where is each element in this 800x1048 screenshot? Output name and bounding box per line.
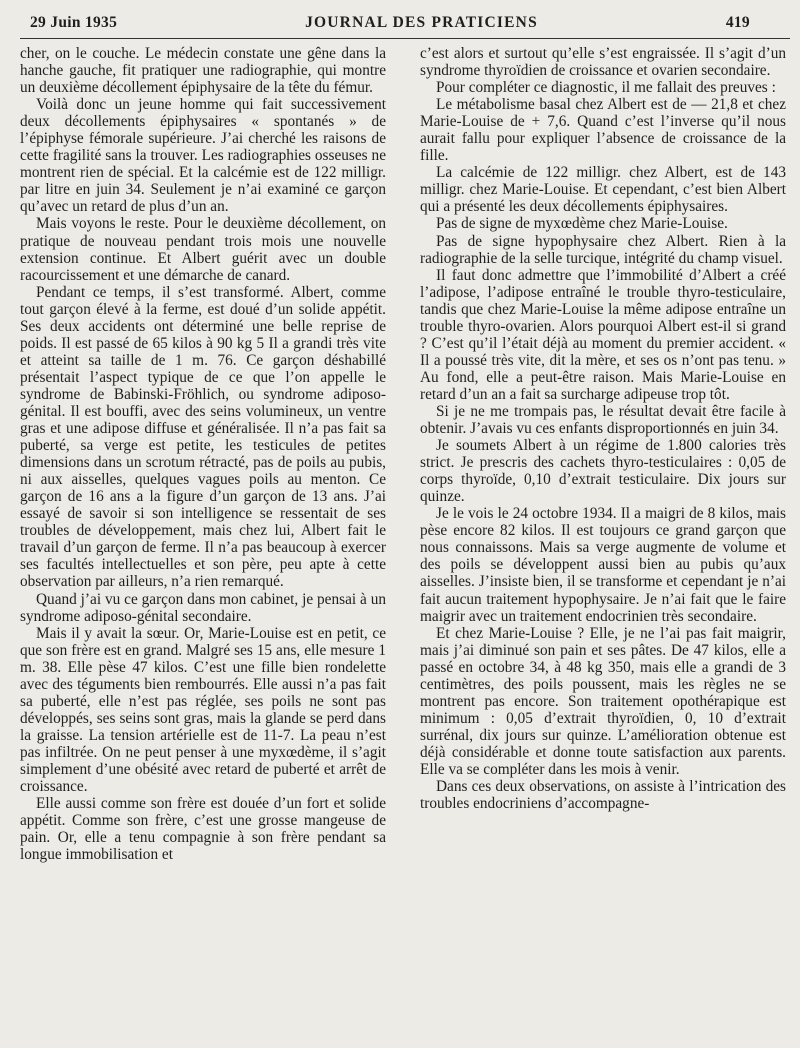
paragraph: Mais voyons le reste. Pour le deuxième décollement, on pratique de nouveau pendant trois mois une nouvelle extension continue. Et Albert guérit avec un double racourcissement et une démarche de canard.	[20, 215, 386, 284]
paragraph: Pour compléter ce diagnostic, il me fallait des preuves :	[436, 79, 776, 97]
paragraph: Elle aussi comme son frère est douée d’un fort et solide appétit. Comme son frère, c’est une grosse mangeuse de pain. Or, elle a tenu compagnie à son frère pendant sa longue immobilisation et	[20, 795, 386, 864]
paragraph: Pas de signe de myxœdème chez Marie-Louise.	[436, 215, 728, 233]
page-header	[20, 14, 782, 38]
header-date: 29 Juin 1935	[30, 14, 118, 31]
paragraph: c’est alors et surtout qu’elle s’est engraissée. Il s’agit d’un syndrome thyroïdien de croissance et ovarien secondaire.	[420, 45, 786, 80]
left-column	[20, 45, 386, 863]
paragraph: La calcémie de 122 milligr. chez Albert, est de 143 milligr. chez Marie-Louise. Et cependant, c’est bien Albert qui a présenté les deux décollements épiphysaires.	[420, 164, 786, 216]
paragraph: Voilà donc un jeune homme qui fait successivement deux décollements épiphysaires « spontanés » de l’épiphyse fémorale supérieure. J’ai cherché les raisons de cette fragilité sans la trouver. Les radiographies osseuses ne montrent rien de spécial. Et la calcémie est de 122 milligr. par litre en juin 34. Seulement je n’ai examiné ce garçon qu’avec un retard de plus d’un an.	[20, 96, 386, 216]
journal-title: JOURNAL DES PRATICIENS	[305, 14, 538, 31]
paragraph: Et chez Marie-Louise ? Elle, je ne l’ai pas fait maigrir, mais j’ai diminué son pain et ses pâtes. De 47 kilos, elle a passé en octobre 34, à 48 kg 350, mais elle a grandi de 3 centimètres, des poils poussent, mais les règles ne se montrent pas encore. Son traitement opothérapique est minimum : 0,05 d’extrait thyroïdien, 0, 10 d’extrait surrénal, dix jours sur quinze. L’amélioration obtenue est déjà considérable et donne toute satisfaction aux parents. Elle va se compléter dans les mois à venir.	[420, 624, 786, 778]
paragraph: Quand j’ai vu ce garçon dans mon cabinet, je pensai à un syndrome adiposo-génital secondaire.	[20, 590, 386, 625]
paragraph: Le métabolisme basal chez Albert est de — 21,8 et chez Marie-Louise de + 7,6. Quand c’est l’inverse qu’il nous aurait fallu pour expliquer l’absence de croissance de la fille.	[420, 96, 786, 165]
paragraph: Si je ne me trompais pas, le résultat devait être facile à obtenir. J’avais vu ces enfants disproportionnés en juin 34.	[420, 402, 786, 438]
header-rule	[20, 38, 790, 39]
paragraph: Mais il y avait la sœur. Or, Marie-Louise est en petit, ce que son frère est en grand. Malgré ses 15 ans, elle mesure 1 m. 38. Elle pèse 47 kilos. C’est une fille bien rondelette avec des téguments bien rembourrés. Elle aussi n’a pas fait sa puberté, elle n’est pas réglée, ses poils ne sont pas développés, ses seins sont gras, mais la glande se perd dans la graisse. La tension artérielle est de 11-7. La peau n’est pas infiltrée. On ne peut penser à une myxœdème, il s’agit simplement d’une obésité avec retard de puberté et arrêt de croissance.	[20, 624, 386, 796]
page-number: 419	[725, 14, 750, 31]
paragraph: Je le vois le 24 octobre 1934. Il a maigri de 8 kilos, mais pèse encore 82 kilos. Il est toujours ce grand garçon que nous connaissons. Mais sa verge augmente de volume et des poils se développent aussi bien au pubis qu’aux aisselles. J’insiste bien, il se transforme et cependant je n’ai fait aucun traitement hypophysaire. Je n’ai fait que le faire maigrir avec un traitement endocrinien très secondaire.	[420, 505, 786, 625]
paragraph: cher, on le couche. Le médecin constate une gêne dans la hanche gauche, fit pratiquer une radiographie, qui montre un deuxième décollement épiphysaire de la tête du fémur.	[20, 45, 386, 97]
text-columns	[20, 45, 786, 863]
paragraph: Pas de signe hypophysaire chez Albert. Rien à la radiographie de la selle turcique, intégrité du champ visuel.	[420, 232, 786, 267]
right-column	[420, 45, 786, 863]
paragraph: Pendant ce temps, il s’est transformé. Albert, comme tout garçon élevé à la ferme, est doué d’un solide appétit. Ses deux accidents ont déterminé une belle reprise de poids. Il est passé de 65 kilos à 90 kg 5 Il a grandi très vite et atteint sa taille de 1 m. 76. Ce garçon déshabillé présentait l’aspect typique de ce que l’on appelle le syndrome de Babinski-Fröhlich, ou syndrome adiposo-génital. Il est bouffi, avec des seins volumineux, un ventre gras et une adipose diffuse et généralisée. Il n’a pas fait sa puberté, sa verge est petite, les testicules de petites dimensions dans un scrotum rétracté, pas de poils au pubis, ni aux aisselles, quelques vagues poils au menton. Ce garçon de 16 ans a la figure d’un garçon de 13 ans. J’ai essayé de savoir si son intelligence se ressentait de ses troubles de développement, mais chez lui, Albert fait le travail d’un garçon de ferme. Il n’a pas beaucoup à exercer ses facultés intellectuelles et son père, peu apte à cette observation par ailleurs, n’a rien remarqué.	[20, 283, 386, 591]
paragraph: Il faut donc admettre que l’immobilité d’Albert a créé l’adipose, l’adipose entraîné le trouble thyro-testiculaire, tandis que chez Marie-Louise la même adipose entraîne un trouble thyro-ovarien. Alors pourquoi Albert est-il si grand ? C’est qu’il l’était déjà au moment du premier accident. « Il a poussé très vite, dit la mère, et ses os n’ont pas tenu. » Au fond, elle a peut-être raison. Mais Marie-Louise en retard d’un an a fait sa surcharge adipeuse trop tôt.	[420, 266, 786, 403]
paragraph: Je soumets Albert à un régime de 1.800 calories très strict. Je prescris des cachets thyro-testiculaires : 0,05 de corps thyroïde, 0,10 d’extrait testiculaire. Dix jours sur quinze.	[420, 437, 786, 506]
paragraph: Dans ces deux observations, on assiste à l’intrication des troubles endocriniens d’accompagne-	[420, 778, 786, 813]
